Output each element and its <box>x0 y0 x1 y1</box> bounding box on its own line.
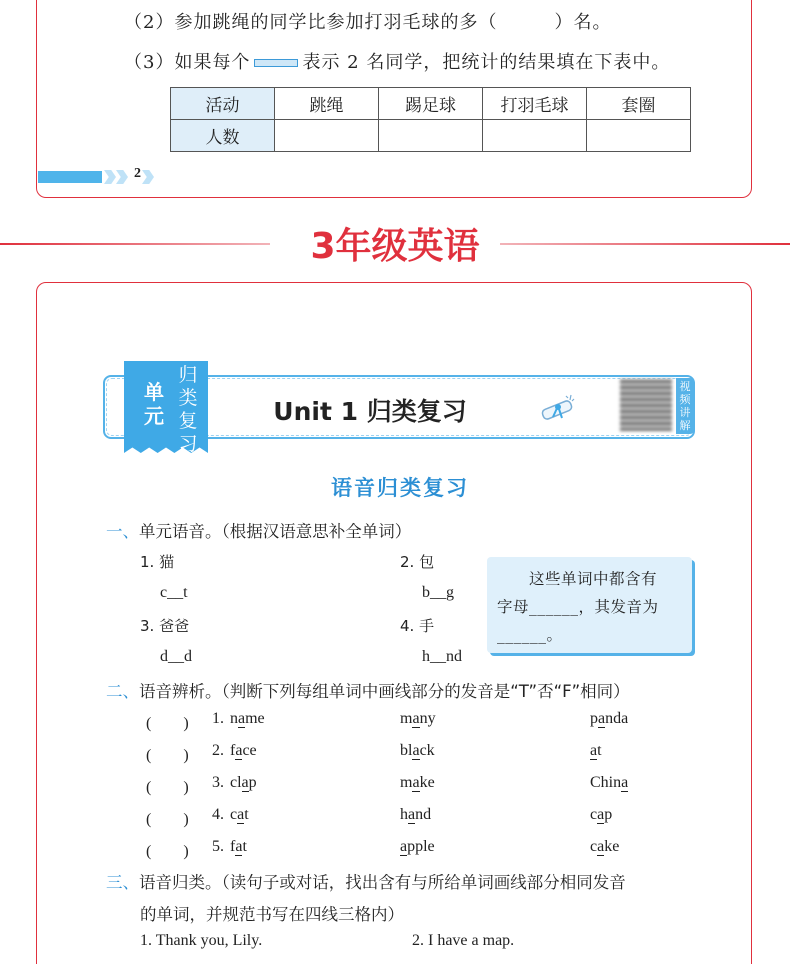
sub-title: 语音归类复习 <box>331 475 469 500</box>
ribbon-char: 归 <box>178 364 198 386</box>
phonics-word: make <box>400 774 435 791</box>
q1-item-label: 1. 猫 <box>140 553 175 571</box>
page-number-bar <box>38 166 150 184</box>
q3-sentence: 2. I have a map. <box>412 932 515 949</box>
table-activity: 套圈 <box>587 88 691 120</box>
answer-bracket[interactable]: ( ) <box>146 811 189 828</box>
chevron-icon <box>116 170 128 184</box>
table-activity: 踢足球 <box>379 88 483 120</box>
q1-item-label: 2. 包 <box>400 553 435 571</box>
q1-item-word[interactable]: c__t <box>160 584 188 601</box>
table-row <box>171 88 691 120</box>
answer-bracket[interactable]: ( ) <box>146 747 189 764</box>
table-row <box>171 120 691 152</box>
phonics-word: hand <box>400 806 432 823</box>
bar-unit-icon <box>254 59 298 67</box>
answer-bracket[interactable]: ( ) <box>146 715 189 732</box>
phonics-word: cake <box>590 838 620 855</box>
phonics-word: black <box>400 742 435 759</box>
ribbon-char: 习 <box>178 433 198 455</box>
tip-text: 这些单词中都含有 <box>529 570 658 588</box>
table-cell[interactable] <box>483 120 587 152</box>
chevron-icon <box>104 170 116 184</box>
q3-sentence: 1. Thank you, Lily. <box>140 932 263 949</box>
row-number: 5. <box>212 838 224 855</box>
scroll-icon <box>538 392 580 424</box>
q1-item-word[interactable]: b__g <box>422 584 454 601</box>
qr-label-char: 讲 <box>679 406 691 419</box>
question-3-prefix: （3）如果每个 <box>124 52 251 73</box>
row-number: 2. <box>212 742 224 759</box>
tip-box <box>487 557 692 653</box>
qr-label-char: 视 <box>679 380 691 393</box>
q1-item-word[interactable]: h__nd <box>422 648 462 665</box>
activity-count-table <box>170 87 691 152</box>
tip-line: ______。 <box>497 626 563 644</box>
tip-line <box>497 565 682 593</box>
question-3-title-cont: 的单词，并规范书写在四线三格内） <box>140 905 404 924</box>
ribbon-char: 元 <box>144 404 164 428</box>
table-cell[interactable] <box>275 120 379 152</box>
table-activity: 跳绳 <box>275 88 379 120</box>
q1-item-label: 4. 手 <box>400 617 435 635</box>
qr-label-char: 频 <box>679 393 691 406</box>
question-2-title <box>106 678 630 702</box>
phonics-word: apple <box>400 838 435 855</box>
question-number: 一、 <box>106 522 139 541</box>
tip-line: 字母______，其发音为 <box>497 598 659 616</box>
qr-code[interactable] <box>620 379 672 431</box>
row-number: 3. <box>212 774 224 791</box>
page-number: 2 <box>134 166 141 181</box>
question-number: 二、 <box>106 682 139 701</box>
qr-label-char: 解 <box>679 419 691 432</box>
row-number: 1. <box>212 710 224 727</box>
phonics-word: clap <box>230 774 257 791</box>
question-3-line <box>124 48 670 74</box>
answer-bracket[interactable]: ( ) <box>146 843 189 860</box>
unit-title: Unit 1 归类复习 <box>273 397 467 426</box>
answer-bracket[interactable]: ( ) <box>146 779 189 796</box>
page-bar-track <box>38 171 102 183</box>
question-text: 单元语音。（根据汉语意思补全单词） <box>139 522 412 541</box>
ribbon-text-left <box>140 380 168 428</box>
ribbon-char: 复 <box>178 410 198 432</box>
table-cell[interactable] <box>379 120 483 152</box>
table-row-label: 人数 <box>171 120 275 152</box>
ribbon-char: 类 <box>178 387 198 409</box>
phonics-word: many <box>400 710 436 727</box>
table-activity: 打羽毛球 <box>483 88 587 120</box>
q1-item-label: 3. 爸爸 <box>140 617 190 635</box>
phonics-word: panda <box>590 710 629 727</box>
phonics-word: face <box>230 742 257 759</box>
separator-right <box>500 243 790 245</box>
separator-left <box>0 243 270 245</box>
question-3-suffix: 表示 2 名同学，把统计的结果填在下表中。 <box>302 52 671 73</box>
ribbon-text-right <box>174 364 202 456</box>
question-3-title <box>106 869 626 893</box>
phonics-word: at <box>590 742 602 759</box>
phonics-word: China <box>590 774 629 791</box>
q1-item-word[interactable]: d__d <box>160 648 192 665</box>
phonics-word: cap <box>590 806 613 823</box>
phonics-word: name <box>230 710 265 727</box>
table-cell[interactable] <box>587 120 691 152</box>
table-header-label: 活动 <box>171 88 275 120</box>
row-number: 4. <box>212 806 224 823</box>
question-text: 语音辨析。（判断下列每组单词中画线部分的发音是“T”否“F”相同） <box>139 682 630 701</box>
question-text: 语音归类。（读句子或对话，找出含有与所给单词画线部分相同发音 <box>139 873 626 892</box>
section-title: 3年级英语 <box>310 226 480 267</box>
question-2-line: （2）参加跳绳的同学比参加打羽毛球的多（ ）名。 <box>124 12 612 33</box>
question-1-title <box>106 518 411 542</box>
video-explanation-label[interactable] <box>676 378 694 434</box>
question-number: 三、 <box>106 873 139 892</box>
ribbon-char: 单 <box>144 380 164 404</box>
phonics-word: cat <box>230 806 249 823</box>
phonics-word: fat <box>230 838 247 855</box>
